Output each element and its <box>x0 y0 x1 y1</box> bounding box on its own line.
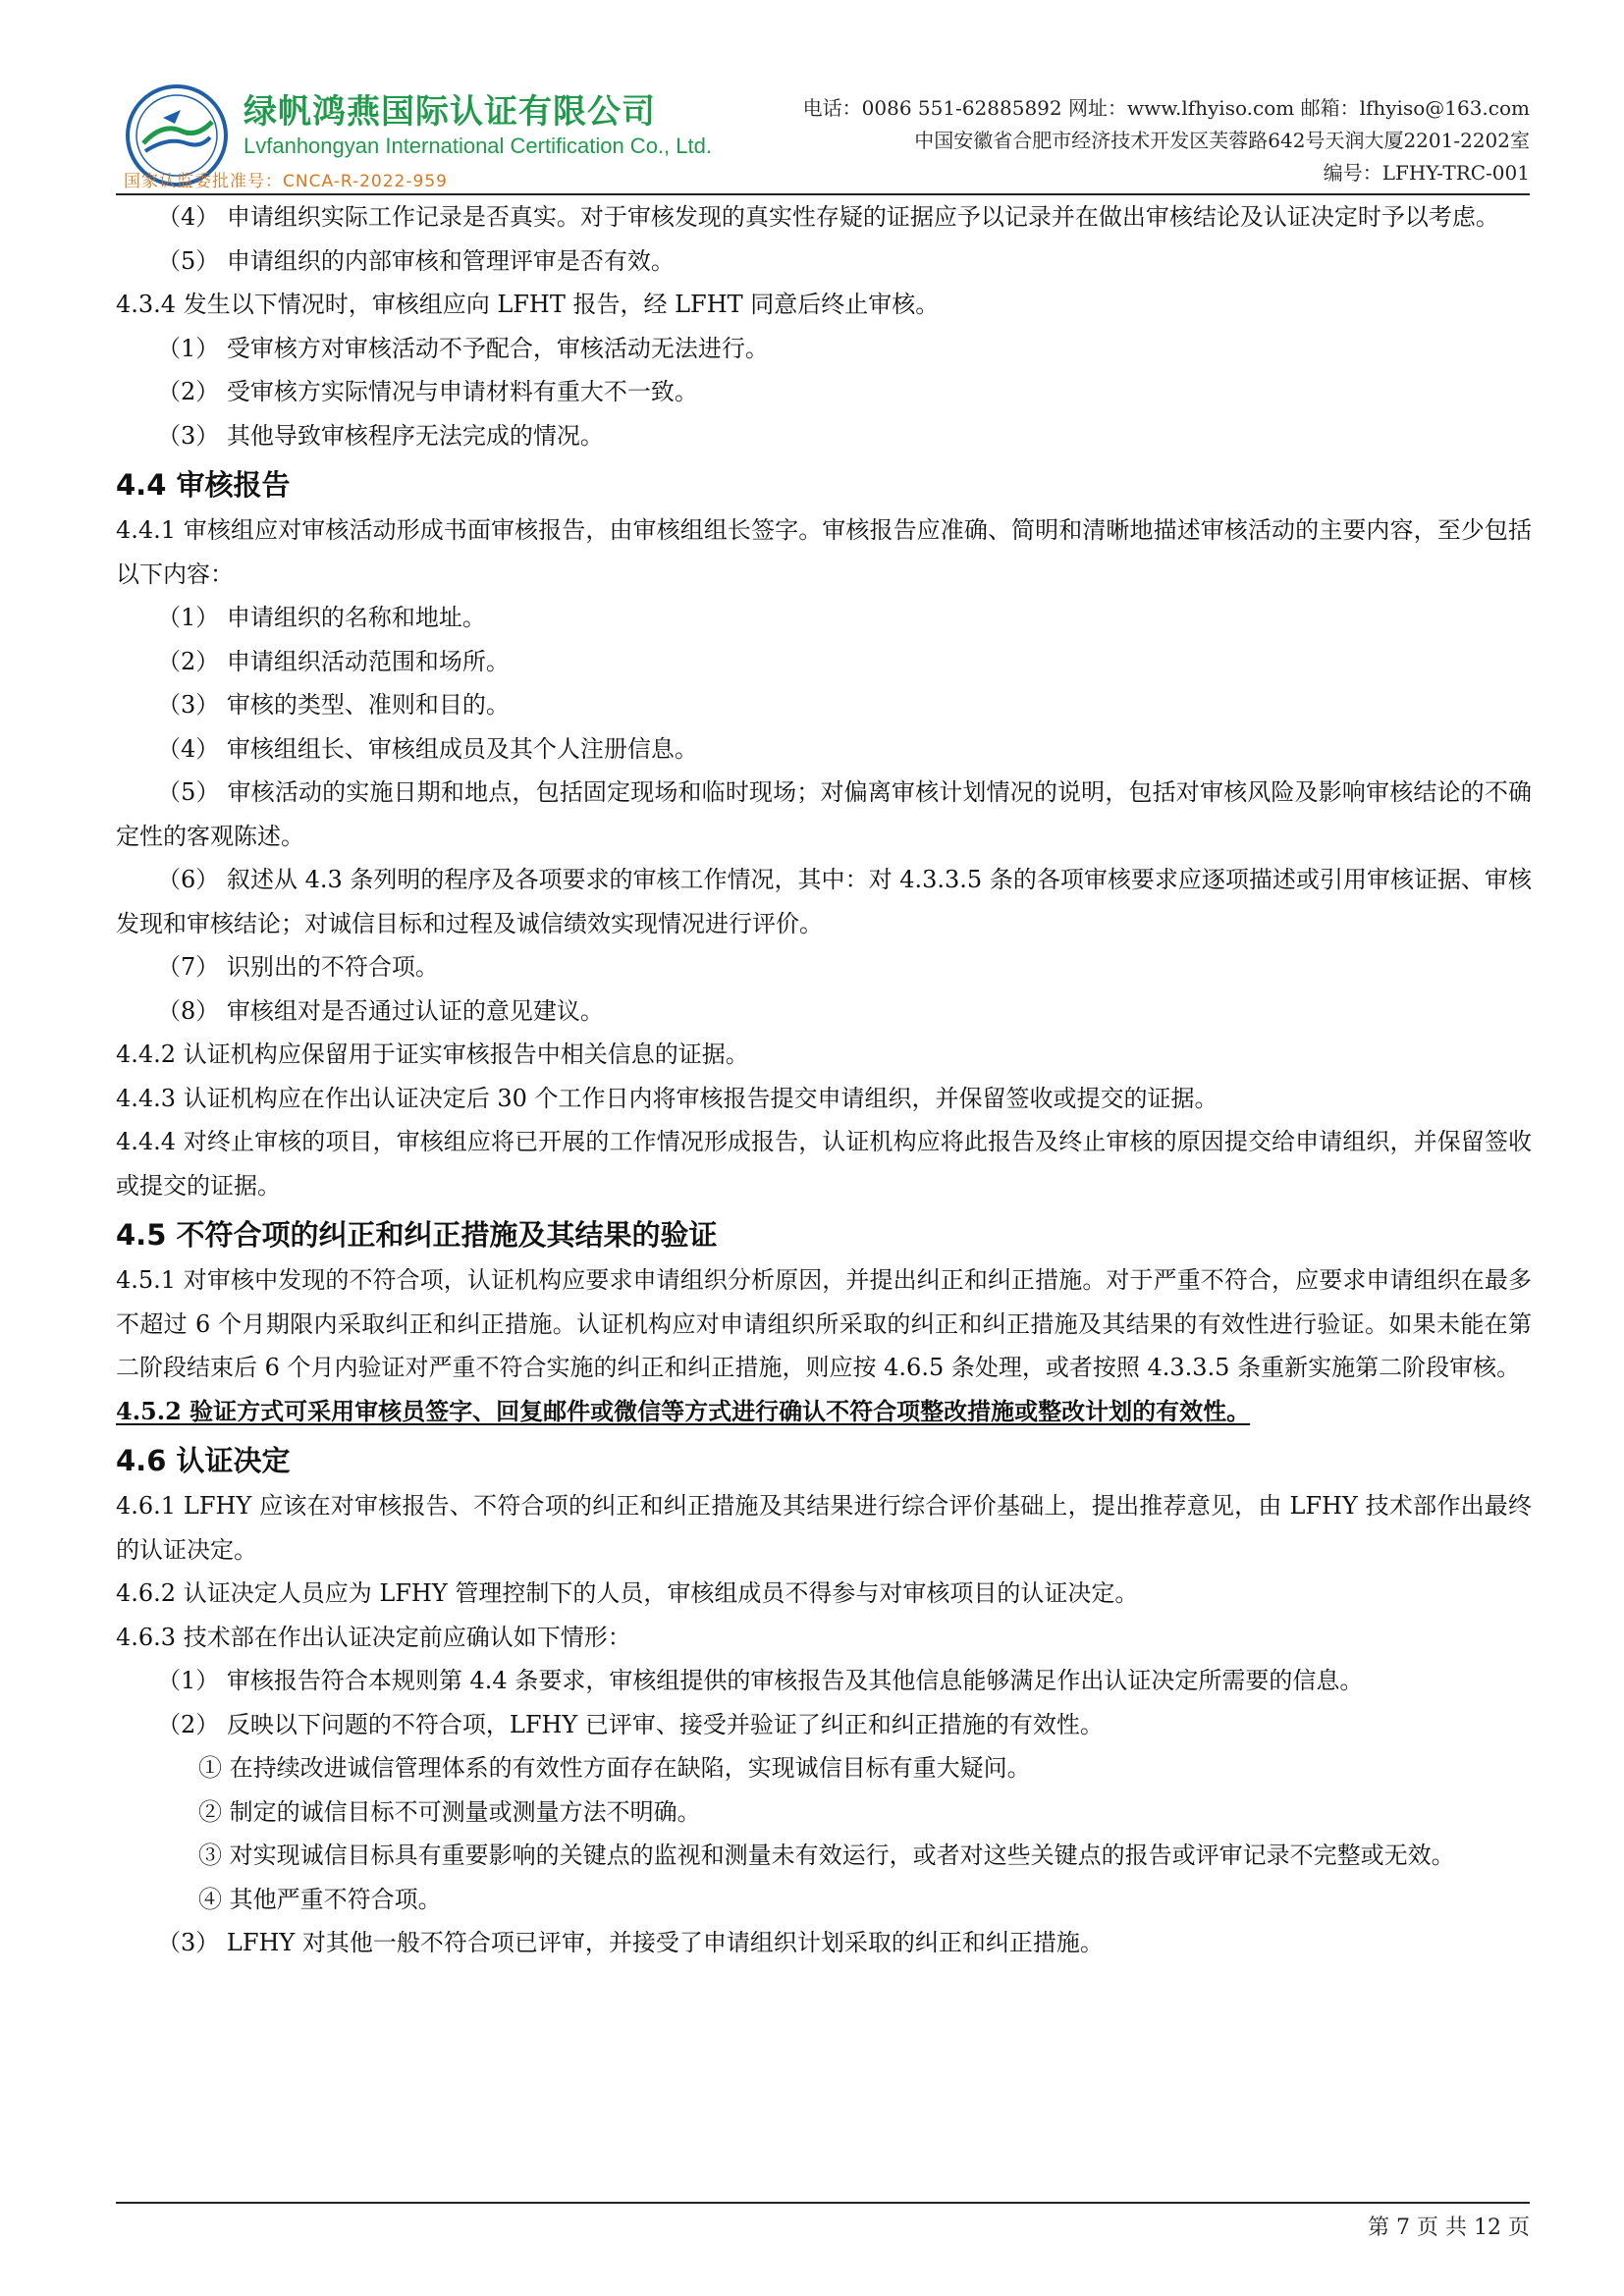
footer-divider <box>116 2202 1530 2204</box>
section-heading-4-4: 4.4 审核报告 <box>116 468 291 502</box>
document-number: 编号：LFHY-TRC-001 <box>1323 161 1530 185</box>
section-heading-4-5: 4.5 不符合项的纠正和纠正措施及其结果的验证 <box>116 1218 718 1252</box>
clause-4-6-2: 4.6.2 认证决定人员应为 LFHY 管理控制下的人员，审核组成员不得参与对审核项目的认证决定。 <box>116 1579 1139 1607</box>
clause-4-6-3: 4.6.3 技术部在作出认证决定前应确认如下情形： <box>116 1623 631 1651</box>
sub-list-item: ④ 其他严重不符合项。 <box>198 1885 442 1913</box>
clause-4-4-1: 4.4.1 审核组应对审核活动形成书面审核报告，由审核组组长签字。审核报告应准确、简明和清晰地描述审核活动的主要内容，至少包括以下内容： <box>116 516 1532 588</box>
sub-list-item: ③ 对实现诚信目标具有重要影响的关键点的监视和测量未有效运行，或者对这些关键点的报告或评审记录不完整或无效。 <box>198 1842 1455 1869</box>
paragraph: （5） 申请组织的内部审核和管理评审是否有效。 <box>157 246 675 275</box>
list-item: （3） 其他导致审核程序无法完成的情况。 <box>157 421 604 450</box>
list-item: （2） 反映以下问题的不符合项，LFHY 已评审、接受并验证了纠正和纠正措施的有效性。 <box>157 1710 1104 1738</box>
list-item: （2） 申请组织活动范围和场所。 <box>157 647 510 675</box>
header-contact-block <box>803 92 1530 189</box>
list-item: （7） 识别出的不符合项。 <box>157 953 439 981</box>
list-item: （3） 审核的类型、准则和目的。 <box>157 691 510 719</box>
sub-list-item: ① 在持续改进诚信管理体系的有效性方面存在缺陷，实现诚信目标有重大疑问。 <box>198 1754 1031 1782</box>
company-name-cn: 绿帆鸿燕国际认证有限公司 <box>244 92 656 132</box>
clause-4-4-3: 4.4.3 认证机构应在作出认证决定后 30 个工作日内将审核报告提交申请组织，并保留签收或提交的证据。 <box>116 1084 1218 1112</box>
sub-list-item: ② 制定的诚信目标不可测量或测量方法不明确。 <box>198 1797 701 1826</box>
page-header <box>116 77 1530 192</box>
company-name-en: Lvfanhongyan International Certification Co., Ltd. <box>244 133 712 158</box>
clause-4-6-1: 4.6.1 LFHY 应该在对审核报告、不符合项的纠正和纠正措施及其结果进行综合评价基础上，提出推荐意见，由 LFHY 技术部作出最终的认证决定。 <box>116 1492 1532 1564</box>
document-body <box>116 195 1532 1965</box>
list-item: （1） 审核报告符合本规则第 4.4 条要求，审核组提供的审核报告及其他信息能够满足作出认证决定所需要的信息。 <box>157 1667 1364 1694</box>
address-line: 中国安徽省合肥市经济技术开发区芙蓉路642号天润大厦2201-2202室 <box>914 129 1530 152</box>
clause-4-4-2: 4.4.2 认证机构应保留用于证实审核报告中相关信息的证据。 <box>116 1041 749 1068</box>
list-item: （3） LFHY 对其他一般不符合项已评审，并接受了申请组织计划采取的纠正和纠正措施。 <box>157 1929 1104 1956</box>
clause-4-4-4: 4.4.4 对终止审核的项目，审核组应将已开展的工作情况形成报告，认证机构应将此报告及终止审核的原因提交给申请组织，并保留签收或提交的证据。 <box>116 1128 1532 1200</box>
list-item: （5） 审核活动的实施日期和地点，包括固定现场和临时现场；对偏离审核计划情况的说明，包括对审核风险及影响审核结论的不确定性的客观陈述。 <box>116 778 1532 850</box>
list-item: （6） 叙述从 4.3 条列明的程序及各项要求的审核工作情况，其中：对 4.3.3.5 条的各项审核要求应逐项描述或引用审核证据、审核发现和审核结论；对诚信目标和过程及诚信绩效实现情况进行评价。 <box>116 866 1532 937</box>
list-item: （8） 审核组对是否通过认证的意见建议。 <box>157 996 604 1025</box>
list-item: （1） 申请组织的名称和地址。 <box>157 604 486 631</box>
cnca-approval-number: 国家认监委批准号：CNCA-R-2022-959 <box>124 172 448 191</box>
contact-line: 电话：0086 551-62885892 网址：www.lfhyiso.com 邮箱：lfhyiso@163.com <box>802 96 1530 120</box>
clause-4-5-2: 4.5.2 验证方式可采用审核员签字、回复邮件或微信等方式进行确认不符合项整改措施或整改计划的有效性。 <box>116 1396 1251 1425</box>
page-number: 第 7 页 共 12 页 <box>1368 2216 1530 2240</box>
list-item: （1） 受审核方对审核活动不予配合，审核活动无法进行。 <box>157 334 769 362</box>
clause-4-3-4: 4.3.4 发生以下情况时，审核组应向 LFHT 报告，经 LFHT 同意后终止审核。 <box>116 291 940 318</box>
clause-4-5-1: 4.5.1 对审核中发现的不符合项，认证机构应要求申请组织分析原因，并提出纠正和纠正措施。对于严重不符合，应要求申请组织在最多不超过 6 个月期限内采取纠正和纠正措施。认证机构应对申请组织所采取的纠正和纠正措施及其结果的有效性进行验证。如果未能在第二阶段结束后 6 个月内验证对严重不符合实施的纠正和纠正措施，则应按 4.6.5 条处理，或者按照 4.3.3.5 条重新实施第二阶段审核。 <box>116 1266 1532 1381</box>
list-item: （2） 受审核方实际情况与申请材料有重大不一致。 <box>157 378 698 405</box>
list-item: （4） 审核组组长、审核组成员及其个人注册信息。 <box>157 734 698 763</box>
paragraph: （4） 申请组织实际工作记录是否真实。对于审核发现的真实性存疑的证据应予以记录并在做出审核结论及认证决定时予以考虑。 <box>157 203 1499 231</box>
section-heading-4-6: 4.6 认证决定 <box>116 1444 291 1477</box>
